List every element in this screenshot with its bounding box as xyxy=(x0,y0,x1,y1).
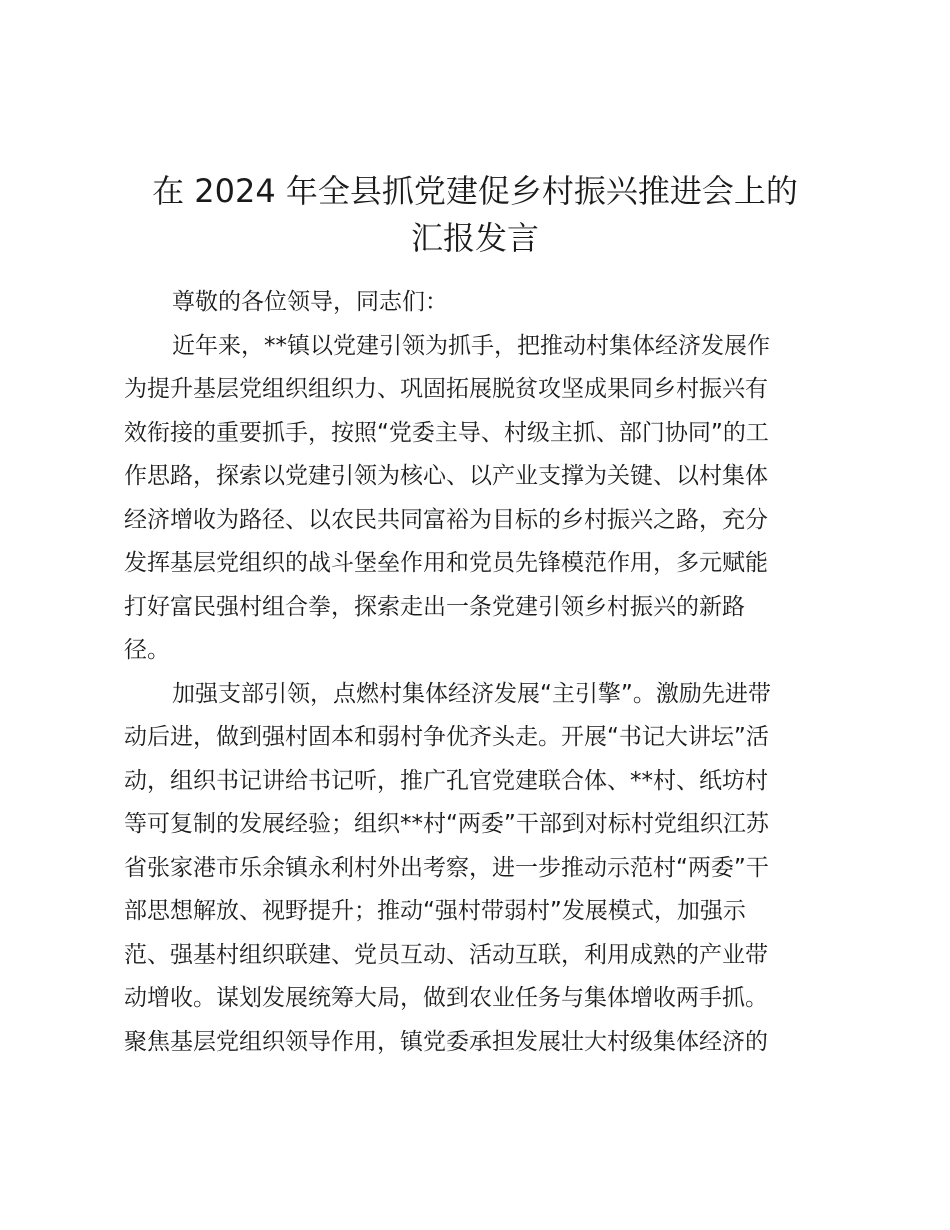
paragraph-1-line: 经济增收为路径、以农民共同富裕为目标的乡村振兴之路，充分 xyxy=(124,506,768,533)
paragraph-2-line: 部思想解放、视野提升；推动“强村带弱村”发展模式，加强示 xyxy=(124,898,746,924)
paragraph-2-line: 动增收。谋划发展统筹大局，做到农业任务与集体增收两手抓。 xyxy=(124,985,768,1011)
paragraph-1-line: 作思路，探索以党建引领为核心、以产业支撑为关键、以村集体 xyxy=(124,463,768,489)
title-line-2: 汇报发言 xyxy=(410,219,539,257)
paragraph-1-line: 效衔接的重要抓手，按照“党委主导、村级主抓、部门协同”的工 xyxy=(124,419,769,446)
paragraph-2-line: 等可复制的发展经验；组织**村“两委”干部到对标村党组织江苏 xyxy=(124,811,769,837)
document-title xyxy=(124,168,826,262)
paragraph-1-line: 近年来，**镇以党建引领为抓手，把推动村集体经济发展作 xyxy=(172,332,770,359)
paragraph-2-line: 加强支部引领，点燃村集体经济发展“主引擎”。激励先进带 xyxy=(172,680,771,707)
paragraph-2-line: 省张家港市乐余镇永利村外出考察，进一步推动示范村“两委”干 xyxy=(124,854,769,881)
salutation: 尊敬的各位领导，同志们： xyxy=(172,289,448,315)
paragraph-2-line: 范、强基村组织联建、党员互动、活动互联，利用成熟的产业带 xyxy=(124,941,768,968)
paragraph-2-line: 动，组织书记讲给书记听，推广孔官党建联合体、**村、纸坊村 xyxy=(124,767,768,794)
paragraph-1-line: 发挥基层党组织的战斗堡垒作用和党员先锋模范作用，多元赋能 xyxy=(124,550,768,576)
title-line-1: 在 2024 年全县抓党建促乡村振兴推进会上的 xyxy=(152,172,798,210)
paragraph-1-line: 为提升基层党组织组织力、巩固拓展脱贫攻坚成果同乡村振兴有 xyxy=(124,376,768,402)
paragraph-2-line: 动后进，做到强村固本和弱村争优齐头走。开展“书记大讲坛”活 xyxy=(124,724,769,750)
document-body xyxy=(124,281,826,1064)
paragraph-1-line: 径。 xyxy=(124,637,170,663)
paragraph-1-line: 打好富民强村组合拳，探索走出一条党建引领乡村振兴的新路 xyxy=(124,593,745,620)
paragraph-2-line: 聚焦基层党组织领导作用，镇党委承担发展壮大村级集体经济的 xyxy=(124,1028,768,1055)
